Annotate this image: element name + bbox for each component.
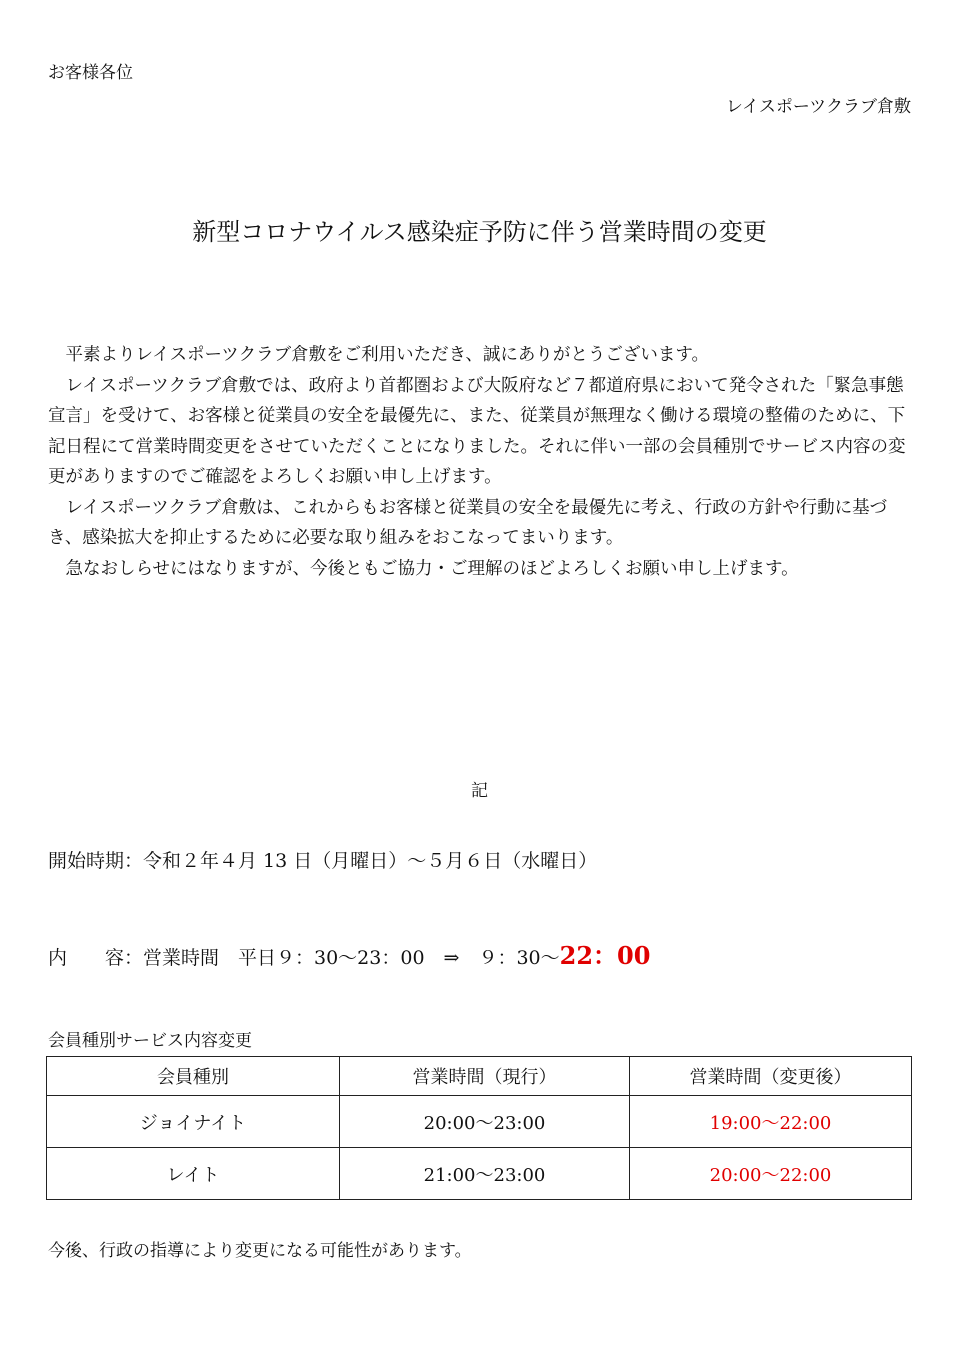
current-hours-cell: 20:00～23:00 bbox=[340, 1096, 630, 1148]
content-line bbox=[48, 936, 650, 971]
table-row bbox=[47, 1096, 912, 1148]
paragraph: レイスポーツクラブ倉敷では、政府より首都圏および大阪府など７都道府県において発令された「緊急事態宣言」を受けて、お客様と従業員の安全を最優先に、また、従業員が無理なく働ける環境の整備のために、下記日程にて営業時間変更をさせていただくことになりました。それに伴い一部の会員種別でサービス内容の変更がありますのでご確認をよろしくお願い申し上げます。 bbox=[48, 375, 906, 487]
member-type-cell: レイト bbox=[47, 1148, 340, 1200]
member-type-cell: ジョイナイト bbox=[47, 1096, 340, 1148]
current-hours-cell: 21:00～23:00 bbox=[340, 1148, 630, 1200]
table-caption: 会員種別サービス内容変更 bbox=[48, 1031, 252, 1051]
ki-heading: 記 bbox=[471, 781, 488, 801]
sender-name: レイスポーツクラブ倉敷 bbox=[725, 97, 911, 117]
service-change-table bbox=[46, 1056, 912, 1200]
paragraph: レイスポーツクラブ倉敷は、これからもお客様と従業員の安全を最優先に考え、行政の方針や行動に基づき、感染拡大を抑止するために必要な取り組みをおこなってまいります。 bbox=[48, 497, 888, 548]
new-closing-time: 22：00 bbox=[559, 941, 651, 970]
salutation: お客様各位 bbox=[48, 63, 133, 83]
header-current-hours: 営業時間（現行） bbox=[340, 1057, 630, 1096]
body-text bbox=[48, 340, 914, 584]
new-hours-cell: 19:00～22:00 bbox=[630, 1096, 912, 1148]
document-title: 新型コロナウイルス感染症予防に伴う営業時間の変更 bbox=[192, 218, 767, 246]
paragraph: 平素よりレイスポーツクラブ倉敷をご利用いただき、誠にありがとうございます。 bbox=[65, 345, 709, 365]
content-prefix: 内 容：営業時間 平日９：30～23：00 ⇒ ９：30～ bbox=[48, 947, 560, 969]
header-member-type: 会員種別 bbox=[47, 1057, 340, 1096]
start-period: 開始時期：令和２年４月 13 日（月曜日）～５月６日（水曜日） bbox=[48, 850, 598, 872]
paragraph: 急なおしらせにはなりますが、今後ともご協力・ご理解のほどよろしくお願い申し上げます。 bbox=[65, 558, 799, 579]
new-hours-cell: 20:00～22:00 bbox=[630, 1148, 912, 1200]
closing-note: 今後、行政の指導により変更になる可能性があります。 bbox=[48, 1241, 472, 1261]
table-header-row bbox=[47, 1057, 912, 1096]
header-new-hours: 営業時間（変更後） bbox=[630, 1057, 912, 1096]
table-row bbox=[47, 1148, 912, 1200]
